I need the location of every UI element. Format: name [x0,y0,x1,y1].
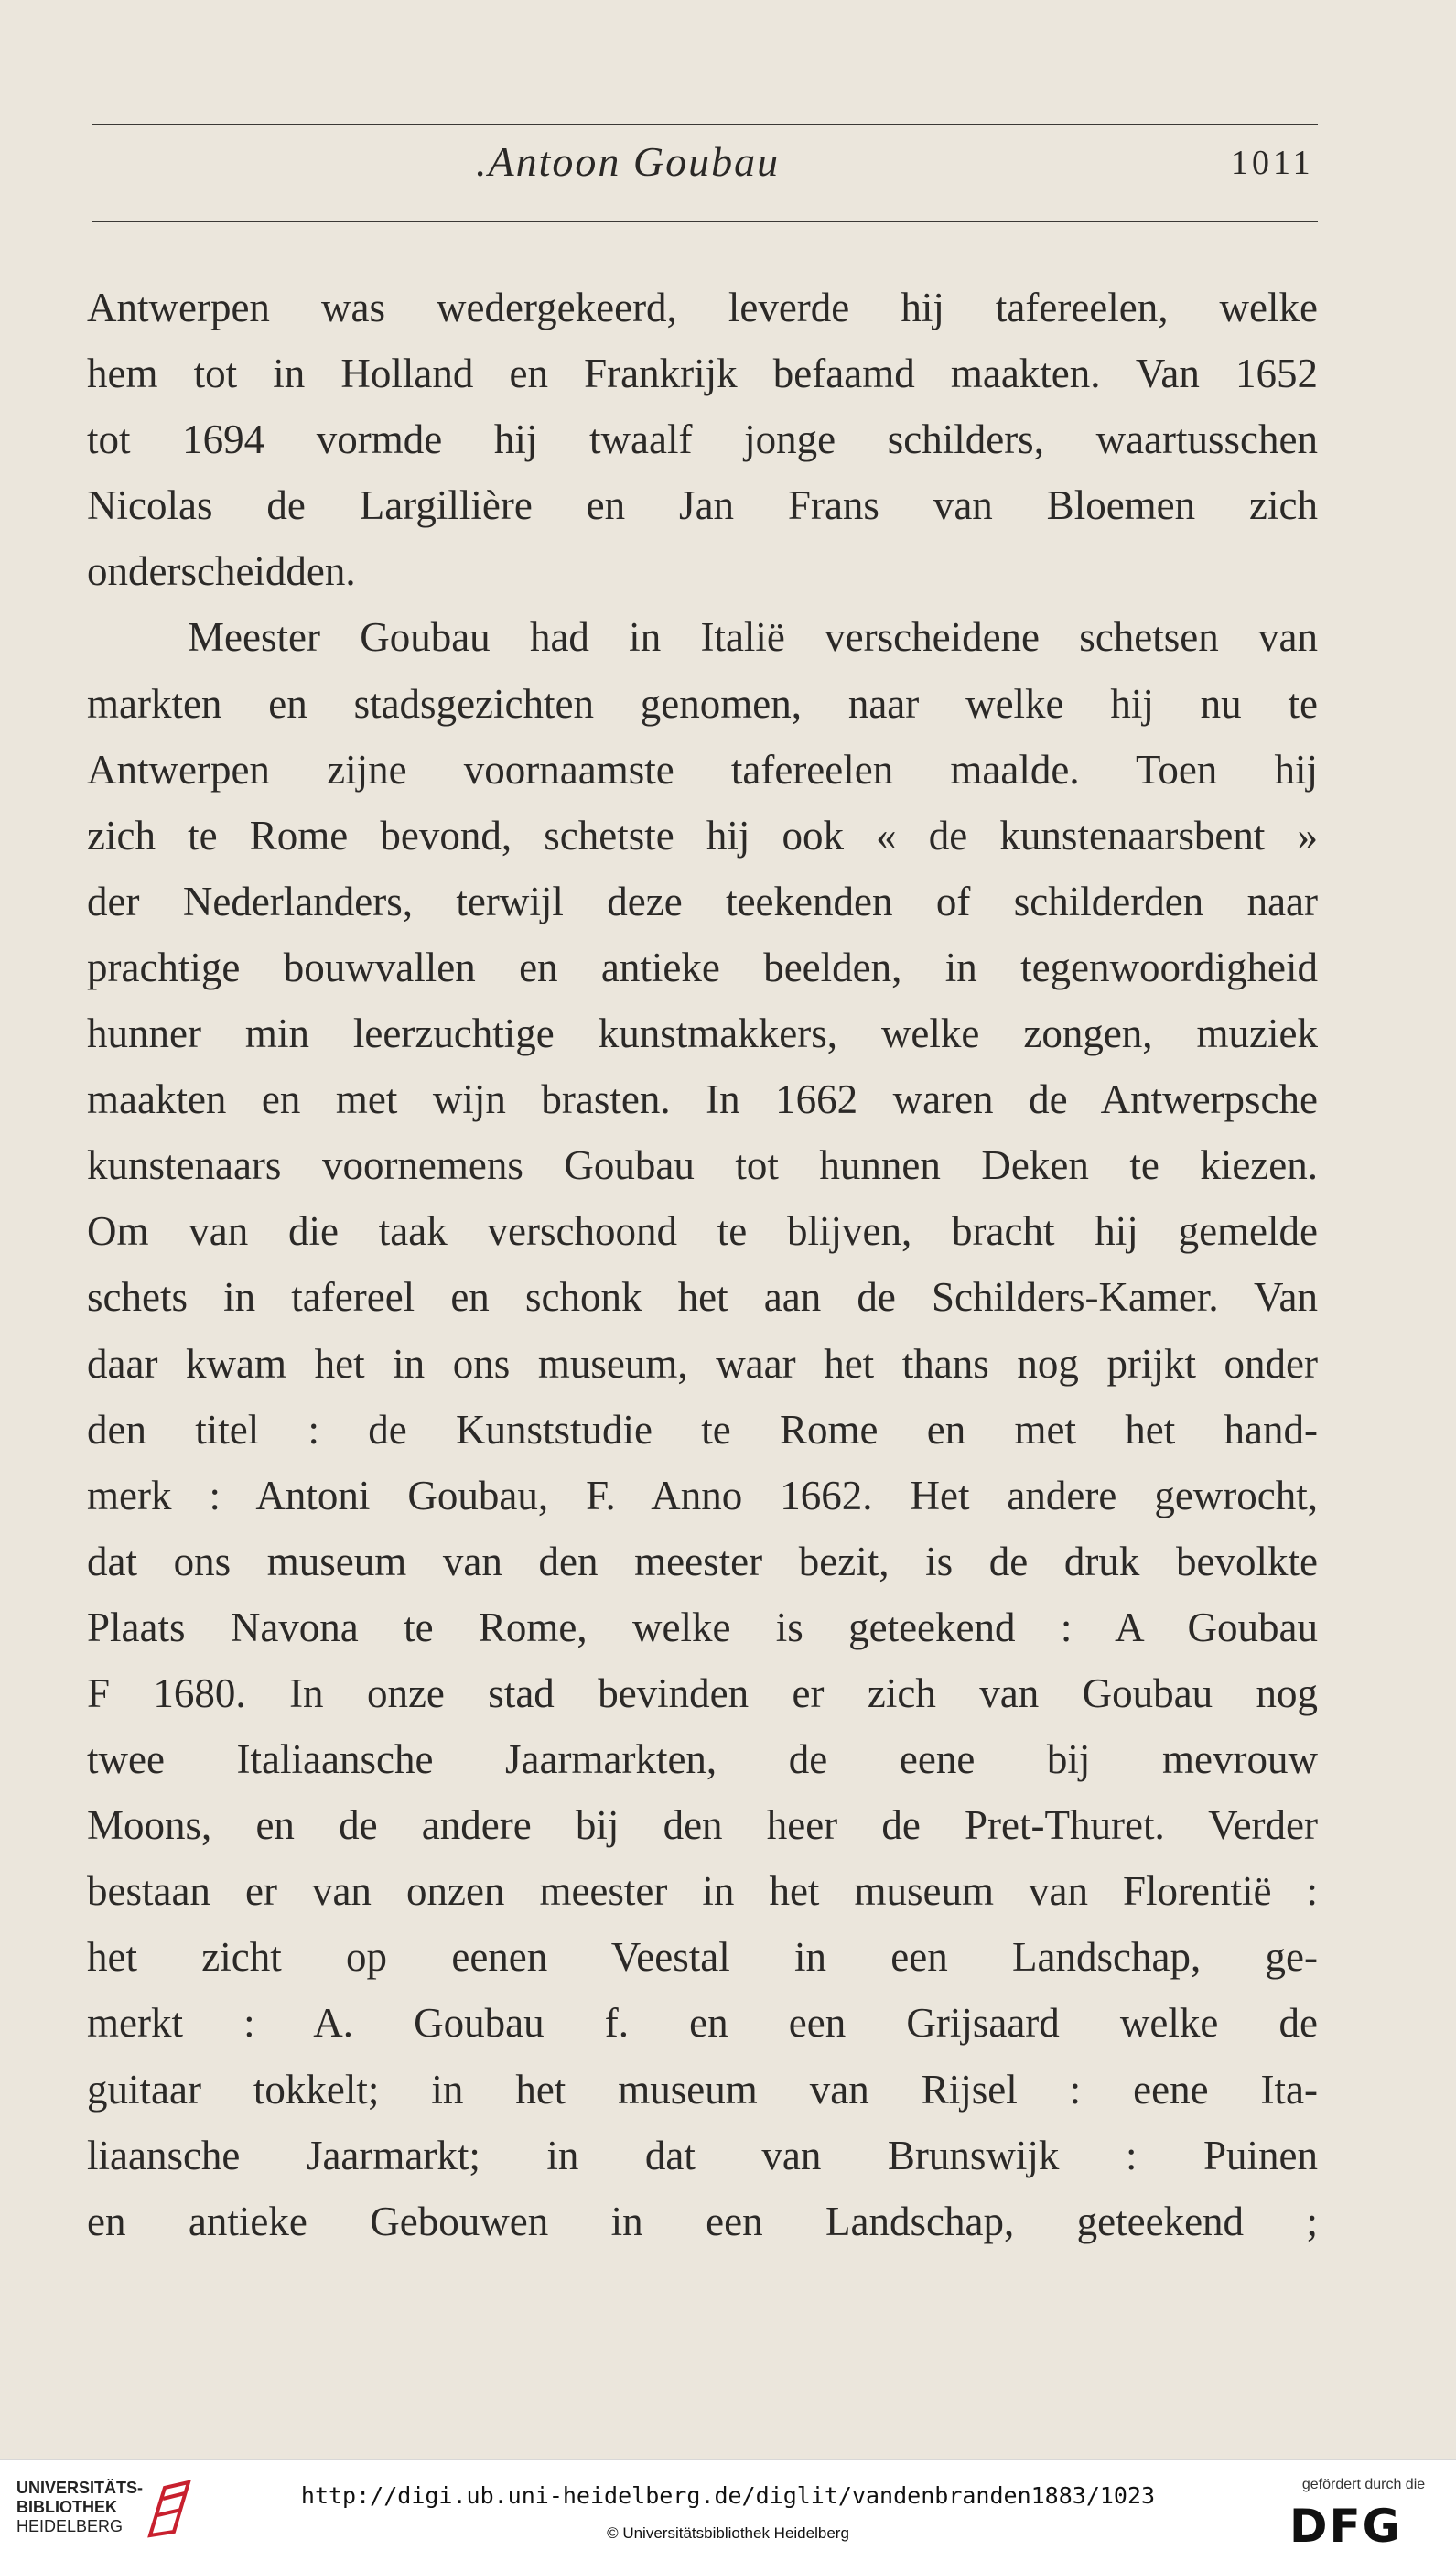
text-line: hunner min leerzuchtige kunstmakkers, welke zongen, muziek [87,1010,1318,1057]
running-title: .Antoon Goubau [476,138,781,185]
text-line: guitaar tokkelt; in het museum van Rijsel : eene Ita- [87,2066,1318,2113]
permalink-url[interactable]: http://digi.ub.uni-heidelberg.de/diglit/vandenbranden1883/1023 [300,2482,1156,2509]
text-line: F 1680. In onze stad bevinden er zich van Goubau nog [87,1670,1318,1716]
text-line: Nicolas de Largillière en Jan Frans van Bloemen zich [87,482,1318,529]
header-top-rule [92,124,1318,125]
funding-note: gefördert durch die [1301,2477,1426,2492]
text-line: kunstenaars voornemens Goubau tot hunnen Deken te kiezen. [87,1142,1318,1189]
text-line: markten en stadsgezichten genomen, naar welke hij nu te [87,680,1318,727]
text-line: Plaats Navona te Rome, welke is geteekend : A Goubau [87,1604,1318,1650]
text-line: bestaan er van onzen meester in het museum van Florentië : [87,1868,1318,1915]
dfg-logo: DFG [1289,2500,1402,2553]
header-bottom-rule [92,221,1318,222]
text-line: maakten en met wijn brasten. In 1662 waren de Antwerpsche [87,1076,1318,1123]
copyright-notice: © Universitätsbibliothek Heidelberg [607,2524,849,2542]
funder-block[interactable] [1286,2477,1451,2555]
text-line: merkt : A. Goubau f. en een Grijsaard welke de [87,2000,1318,2047]
text-line: tot 1694 vormde hij twaalf jonge schilders, waartusschen [87,416,1318,463]
library-logo-line2: BIBLIOTHEK [16,2498,117,2516]
text-line: Moons, en de andere bij den heer de Pret-Thuret. Verder [87,1802,1318,1849]
library-logo-line1: UNIVERSITÄTS- [16,2479,144,2497]
text-line: Antwerpen was wedergekeerd, leverde hij tafereelen, welke [87,285,1318,330]
text-line: onderscheidden. [87,548,356,595]
text-line: Om van die taak verschoond te blijven, bracht hij gemelde [87,1208,1318,1255]
text-line: schets in tafereel en schonk het aan de Schilders-Kamer. Van [87,1274,1318,1321]
text-line: liaansche Jaarmarkt; in dat van Brunswijk : Puinen [87,2132,1318,2178]
text-line: der Nederlanders, terwijl deze teekenden of schilderden naar [87,878,1318,924]
text-line: hem tot in Holland en Frankrijk befaamd maakten. Van 1652 [87,351,1318,397]
page-number: 1011 [1231,144,1314,182]
text-line: het zicht op eenen Veestal in een Landschap, ge- [87,1934,1318,1981]
text-line: merk : Antoni Goubau, F. Anno 1662. Het andere gewrocht, [87,1472,1318,1518]
text-line: daar kwam het in ons museum, waar het thans nog prijkt onder [87,1340,1318,1387]
text-line: zich te Rome bevond, schetste hij ook « de kunstenaarsbent » [87,812,1318,859]
text-line: en antieke Gebouwen in een Landschap, geteekend ; [87,2198,1318,2244]
viewer-footer [0,2459,1456,2561]
running-head [0,137,1456,201]
body-text [87,275,1318,2254]
text-line: prachtige bouwvallen en antieke beelden, in tegenwoordigheid [87,944,1318,990]
text-line: Antwerpen zijne voornaamste tafereelen maalde. Toen hij [87,746,1318,793]
text-line: den titel : de Kunststudie te Rome en met het hand- [87,1406,1318,1453]
text-line: dat ons museum van den meester bezit, is de druk bevolkte [87,1538,1318,1584]
library-logo-line3: HEIDELBERG [16,2517,124,2535]
text-line: Meester Goubau had in Italië verscheidene schetsen van [188,614,1318,661]
text-line: twee Italiaansche Jaarmarkten, de eene bij mevrouw [87,1736,1318,1783]
